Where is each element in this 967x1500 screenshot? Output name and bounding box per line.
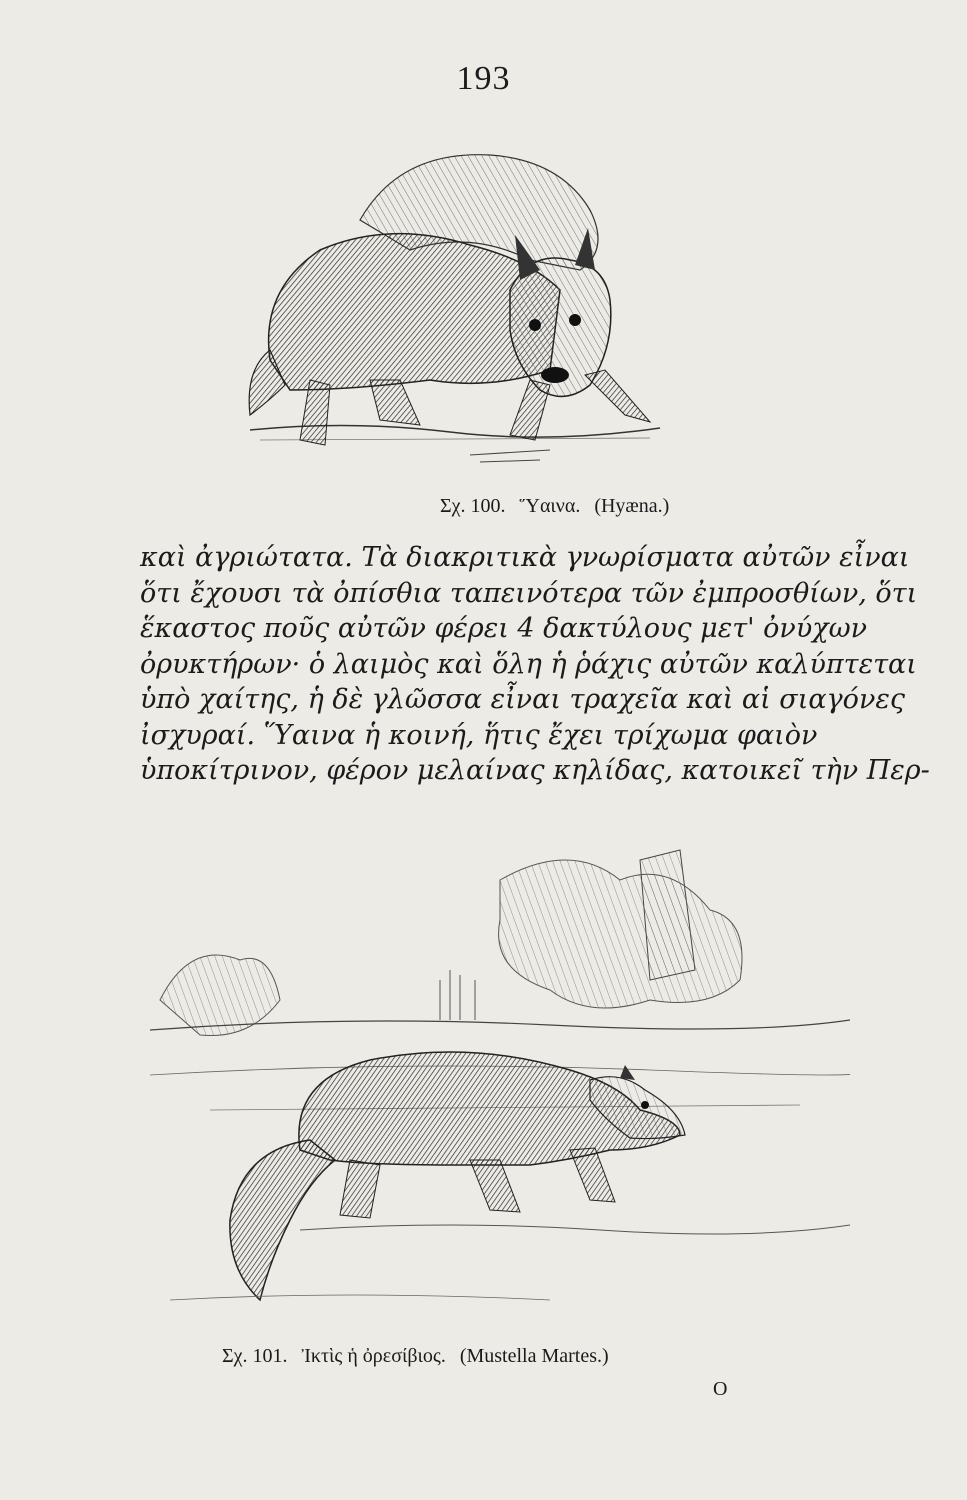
marten-engraving-icon — [150, 820, 850, 1330]
signature-mark: O — [713, 1378, 728, 1400]
text-line: καὶ ἀγριώτατα. Τὰ διακριτικὰ γνωρίσματα αὐτῶν εἶναι — [140, 542, 910, 573]
text-line: ἕκαστος ποῦς αὐτῶν φέρει 4 δακτύλους μετ' ὀνύχων — [140, 613, 868, 644]
text-line: ὅτι ἔχουσι τὰ ὀπίσθια ταπεινότερα τῶν ἐμπροσθίων, ὅτι — [140, 577, 918, 609]
figure-latin-name: (Hyæna.) — [594, 495, 670, 517]
figure-greek-name: Ὕαινα. — [519, 495, 581, 517]
text-line: ὀρυκτήρων· ὁ λαιμὸς καὶ ὅλη ἡ ῥάχις αὐτῶν καλύπτεται — [140, 648, 917, 680]
figure-100-caption — [440, 495, 683, 518]
figure-number: Σχ. 100. — [440, 495, 506, 517]
text-line: ὑποκίτρινον, φέρον μελαίνας κηλίδας, κατοικεῖ τὴν Περ- — [140, 755, 930, 786]
hyena-engraving-icon — [230, 140, 670, 480]
figure-greek-name: Ἰκτὶς ἡ ὀρεσίβιος. — [301, 1345, 446, 1367]
text-line: ἰσχυραί. Ὕαινα ἡ κοινή, ἥτις ἔχει τρίχωμα φαιὸν — [140, 719, 818, 751]
page-number: 193 — [456, 60, 511, 97]
body-paragraph — [140, 540, 930, 789]
figure-latin-name: (Mustella Martes.) — [459, 1345, 609, 1367]
text-line: ὑπὸ χαίτης, ἡ δὲ γλῶσσα εἶναι τραχεῖα καὶ αἱ σιαγόνες — [140, 684, 905, 715]
figure-101-caption — [222, 1345, 623, 1368]
figure-number: Σχ. 101. — [222, 1345, 288, 1367]
